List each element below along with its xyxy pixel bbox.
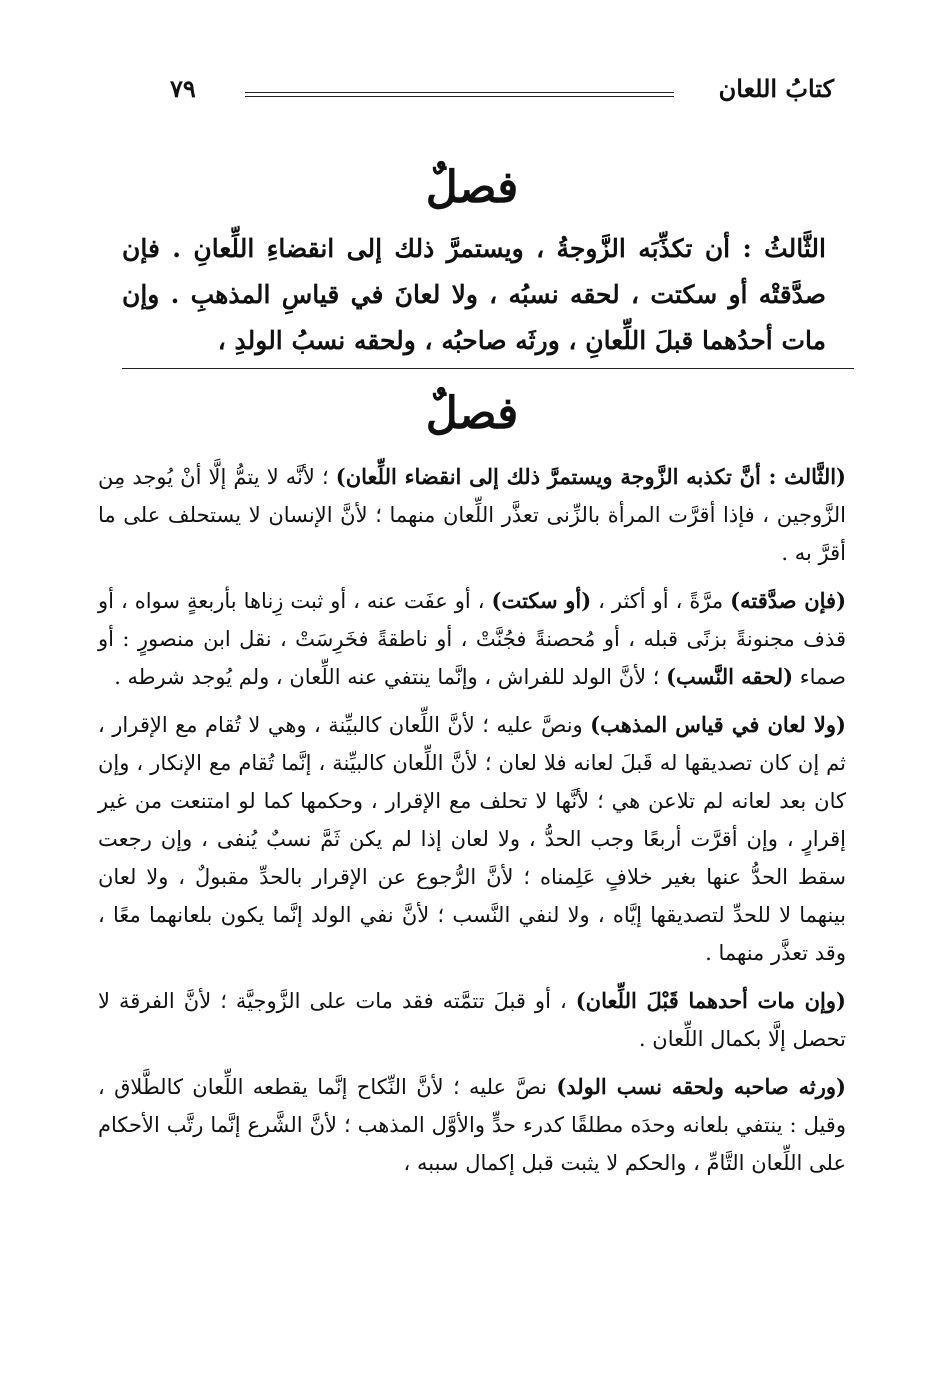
quoted-matn: (ورثه صاحبه ولحقه نسب الولد) <box>556 1074 846 1099</box>
commentary-text: مرَّةً ، أو أكثر ، <box>591 589 731 613</box>
quoted-matn: (فإن صدَّقته) <box>730 588 847 613</box>
page-number: ٧٩ <box>170 74 196 103</box>
quoted-matn: (لحقه النَّسب) <box>666 664 794 689</box>
quoted-matn: (ولا لعان في قياس المذهب) <box>590 712 846 737</box>
matn-text: الثَّالثُ : أن تكذِّبَه الزَّوجةُ ، ويستمرَّ ذلك إلى انقضاءِ اللِّعانِ . فإن صدَّقتْه أو سكتت ، لحقه نسبُه ، ولا لعانَ في قياسِ المذهبِ . وإن مات أحدُهما قبلَ اللِّعانِ ، ورثَه صاحبُه ، ولحقه نسبُ الولدِ ، <box>122 234 826 355</box>
commentary-paragraph <box>98 1068 846 1182</box>
matn-separator <box>122 368 854 369</box>
commentary-text: ؛ لأنَّه لا يتمُّ إلَّا أنْ يُوجد مِن الزَّوجين ، فإذا أقرَّت المرأة بالزِّنى تعذَّر اللِّعان منهما ؛ لأنَّ الإنسان لا يستحلف على ما أقرَّ به . <box>98 465 846 565</box>
section-heading-1: فصلٌ <box>425 162 519 213</box>
page-header <box>150 74 834 114</box>
commentary-text: ونصَّ عليه ؛ لأنَّ اللِّعان كالبيِّنة ، وهي لا تُقام مع الإقرار ، ثم إن كان تصديقها له قَبلَ لعانه فلا لعان ؛ لأنَّ اللِّعان كالبيِّنة ، إنَّما تُقام مع الإنكار ، وإن كان بعد لعانه لم تلاعن هي ؛ لأنَّها لا تحلف مع الإقرار ، وحكمها كما لو امتنعت من غير إقرارٍ ، وإن أقرَّت أربعًا وجب الحدُّ ، ولا لعان إذا لم يكن ثَمَّ نسبٌ يُنفى ، وإن رجعت سقط الحدُّ عنها بغير خلافٍ عَلِمناه ؛ لأنَّ الرُّجوع عن الإقرار بالحدِّ مقبولٌ ، ولا لعان بينهما لا للحدِّ لتصديقها إيَّاه ، ولا لنفي النَّسب ؛ لأنَّ نفي الولد إنَّما يكون بلعانهما معًا ، وقد تعذَّر منهما . <box>98 713 846 965</box>
header-rule <box>245 92 674 97</box>
quoted-matn: (وإن مات أحدهما قَبْلَ اللِّعان) <box>575 988 846 1013</box>
commentary-text: نصَّ عليه ؛ لأنَّ النِّكاح إنَّما يقطعه اللِّعان كالطَّلاق ، وقيل : ينتفي بلعانه وحدَه مطلقًا كدرء حدٍّ والأوَّل المذهب ؛ لأنَّ الشَّرع إنَّما رتَّب الأحكام على اللِّعان التَّامِّ ، والحكم لا يثبت قبل إكمال سببه ، <box>98 1075 846 1175</box>
section-heading-2: فصلٌ <box>425 388 519 439</box>
quoted-matn: (أو سكتت) <box>491 588 592 613</box>
running-title: كتابُ اللعان <box>718 74 834 103</box>
commentary-paragraph <box>98 706 846 972</box>
commentary-paragraph <box>98 582 846 696</box>
commentary-text: ، أو عفَت عنه ، أو ثبت زِناها بأربعةٍ سواه ، أو قذف مجنونةً بزنًى قبله ، أو مُحصنةً فجُنَّتْ ، أو ناطقةً فخَرِسَتْ ، نقل ابن منصورٍ : أو صماء <box>98 589 846 689</box>
quoted-matn: (الثَّالث : أنَّ تكذبه الزَّوجة ويستمرَّ ذلك إلى انقضاء اللِّعان) <box>335 464 846 489</box>
commentary-text: ؛ لأنَّ الولد للفراش ، وإنَّما ينتفي عنه اللِّعان ، ولم يُوجد شرطه . <box>114 665 667 689</box>
commentary-paragraph <box>98 982 846 1058</box>
commentary <box>98 458 846 1192</box>
commentary-paragraph <box>98 458 846 572</box>
commentary-text: ، أو قبلَ تتمَّته فقد مات على الزَّوجيَّة ؛ لأنَّ الفرقة لا تحصل إلَّا بكمال اللِّعان . <box>98 989 846 1051</box>
